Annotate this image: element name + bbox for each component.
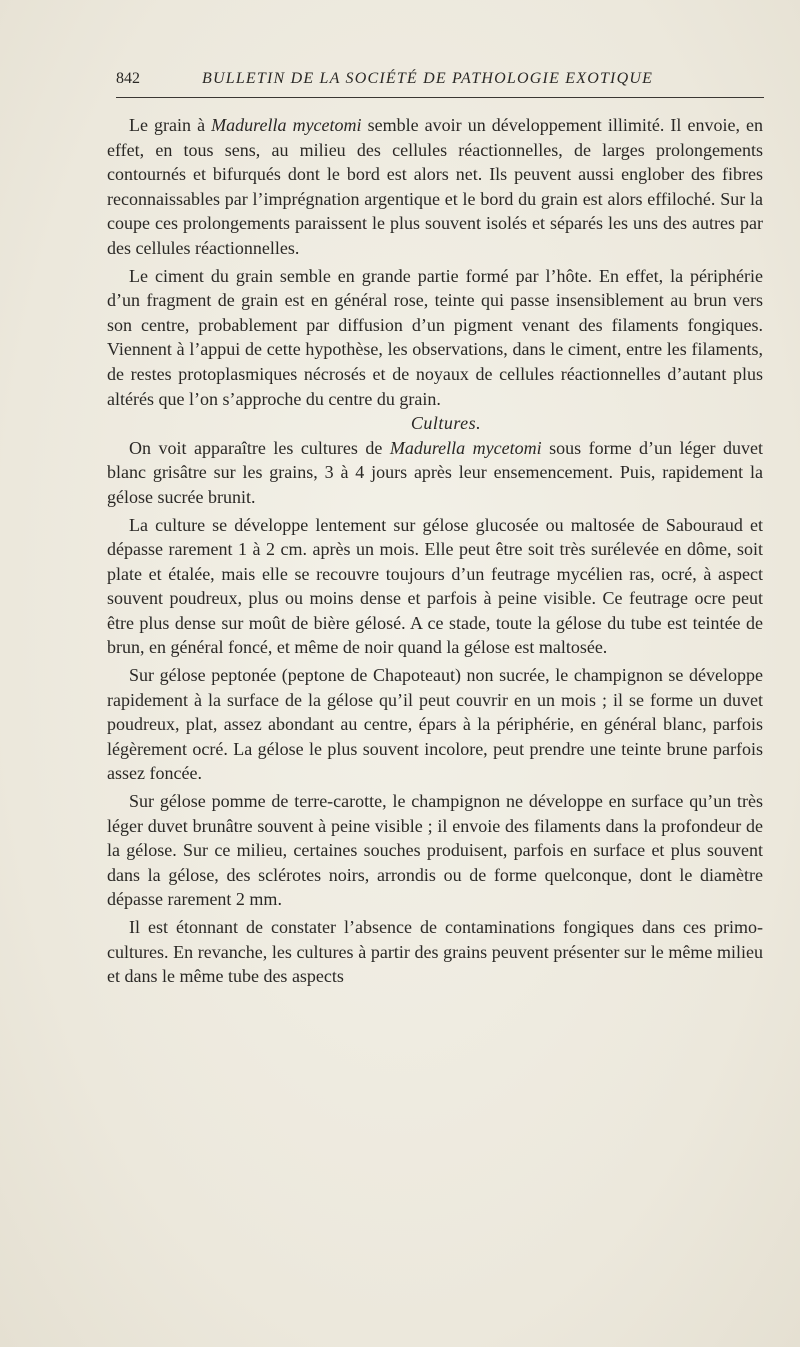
- running-header: [116, 70, 764, 92]
- species-name: Madurella mycetomi: [389, 437, 542, 458]
- body-text: [107, 113, 763, 989]
- paragraph: On voit apparaître les cultures de Madurella mycetomi sous forme d’un léger duvet blanc grisâtre sur les grains, 3 à 4 jours après leur ensemencement. Puis, rapidement la gélose sucrée brunit.: [107, 437, 763, 507]
- section-heading: Cultures.: [410, 413, 482, 434]
- paragraph: Sur gélose pomme de terre-carotte, le champignon ne développe en surface qu’un très léger duvet brunâtre souvent à peine visible ; il envoie des filaments dans la profondeur de la gélose. Sur ce milieu, certaines souches produisent, parfois en surface et plus souvent dans la gélose, des sclérotes noirs, arrondis ou de forme quelconque, dont le diamètre dépasse rarement 2 mm.: [107, 791, 763, 910]
- paragraph: La culture se développe lentement sur gélose glucosée ou maltosée de Sabouraud et dépasse rarement 1 à 2 cm. après un mois. Elle peut être soit très surélevée en dôme, soit plate et étalée, mais elle se recouvre toujours d’un feutrage mycélien ras, ocré, à aspect souvent poudreux, plus ou moins dense et parfois à peine visible. Ce feutrage ocre peut être plus dense sur moût de bière gélosé. A ce stade, toute la gélose du tube est teintée de brun, en général foncé, et même de noir quand la gélose est maltosée.: [107, 514, 763, 658]
- paragraph: Sur gélose peptonée (peptone de Chapoteaut) non sucrée, le champignon se développe rapidement à la surface de la gélose qu’il peut couvrir en un mois ; il se forme un duvet poudreux, plat, assez abondant au centre, épars à la périphérie, en général blanc, parfois légèrement ocré. La gélose le plus souvent incolore, peut prendre une teinte brune parfois assez foncée.: [107, 665, 763, 784]
- page-number: 842: [116, 70, 140, 87]
- running-title: BULLETIN DE LA SOCIÉTÉ DE PATHOLOGIE EXOTIQUE: [202, 70, 654, 87]
- paragraph: Le grain à Madurella mycetomi semble avoir un développement illimité. Il envoie, en effet, en tous sens, au milieu des cellules réactionnelles, de larges prolongements contournés et bifurqués dont le bord est alors net. Ils peuvent aussi englober des fibres reconnaissables par l’imprégnation argentique et le bord du grain est alors effiloché. Sur la coupe ces prolongements paraissent le plus souvent isolés et séparés les uns des autres par des cellules réactionnelles.: [107, 115, 763, 258]
- paragraph: Le ciment du grain semble en grande partie formé par l’hôte. En effet, la périphérie d’un fragment de grain est en général rose, teinte qui passe insensiblement au brun vers son centre, probablement par diffusion d’un pigment venant des filaments fongiques. Viennent à l’appui de cette hypothèse, les observations, dans le ciment, entre les filaments, de restes protoplasmiques nécrosés et de noyaux de cellules réactionnelles d’autant plus altérés que l’on s’approche du centre du grain.: [107, 265, 763, 409]
- header-rule: [116, 97, 764, 98]
- paragraph: Il est étonnant de constater l’absence de contaminations fongiques dans ces primo-cultures. En revanche, les cultures à partir des grains peuvent présenter sur le même milieu et dans le même tube des aspects: [107, 917, 763, 987]
- species-name: Madurella mycetomi: [211, 115, 362, 135]
